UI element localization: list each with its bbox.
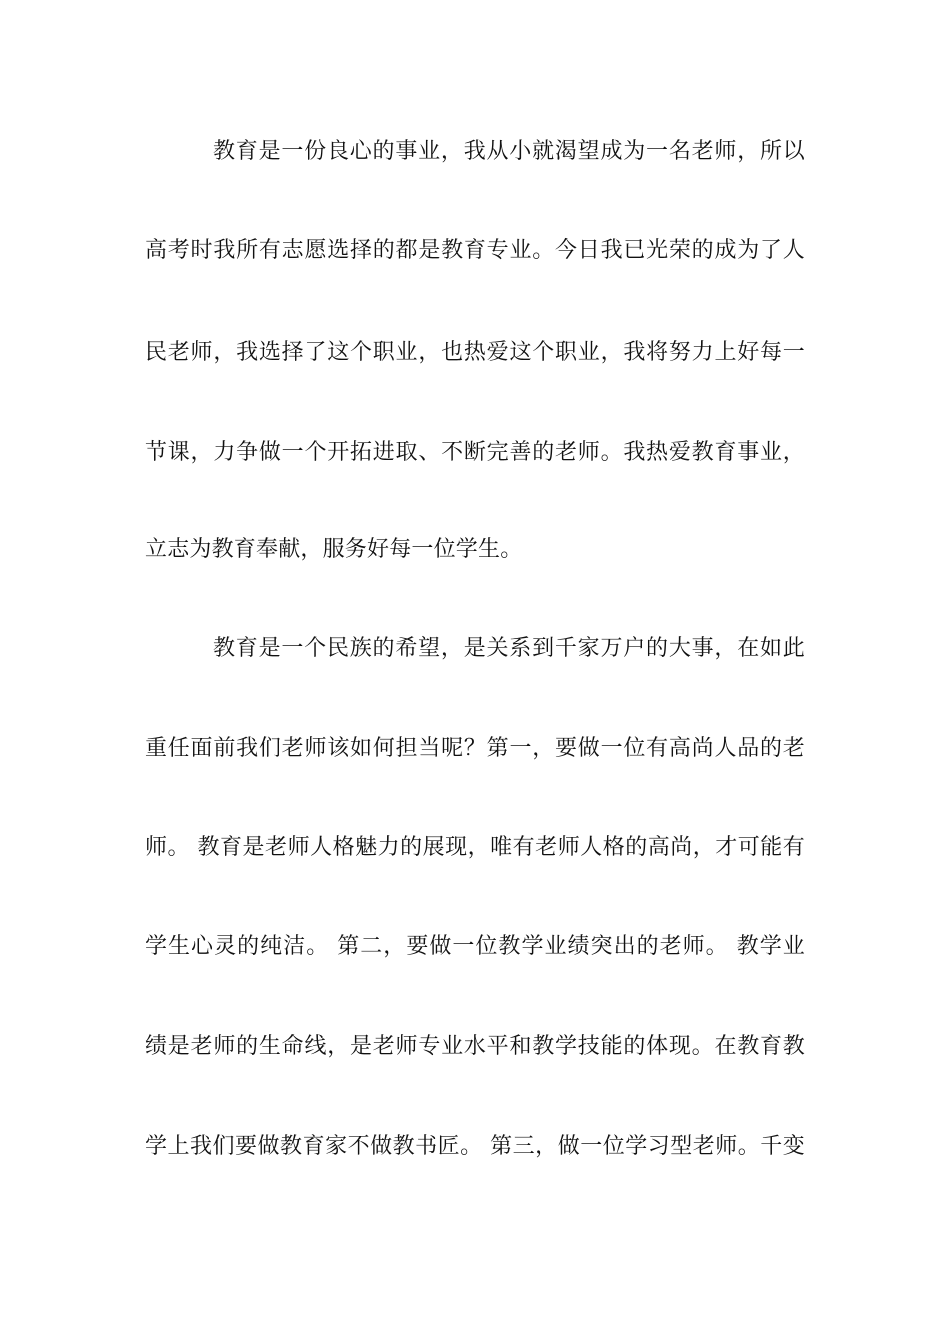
paragraph-1-line-4: 节课，力争做一个开拓进取、不断完善的老师。我热爱教育事业， [145,440,805,465]
paragraph-1-line-1: 教育是一份良心的事业，我从小就渴望成为一名老师，所以 [213,139,805,164]
paragraph-2-line-6: 学上我们要做教育家不做教书匠。 第三，做一位学习型老师。千变 [145,1134,805,1159]
paragraph-2-line-2: 重任面前我们老师该如何担当呢？第一，要做一位有高尚人品的老 [145,736,805,761]
paragraph-2-line-3: 师。 教育是老师人格魅力的展现，唯有老师人格的高尚，才可能有 [145,835,805,860]
paragraph-2-line-1: 教育是一个民族的希望，是关系到千家万户的大事，在如此 [213,636,805,661]
paragraph-2-line-4: 学生心灵的纯洁。 第二，要做一位教学业绩突出的老师。 教学业 [145,934,805,959]
paragraph-2-line-5: 绩是老师的生命线，是老师专业水平和教学技能的体现。在教育教 [145,1034,805,1059]
paragraph-1-line-5: 立志为教育奉献，服务好每一位学生。 [145,537,523,562]
paragraph-1-line-2: 高考时我所有志愿选择的都是教育专业。今日我已光荣的成为了人 [145,238,805,263]
paragraph-1-line-3: 民老师，我选择了这个职业，也热爱这个职业，我将努力上好每一 [145,340,805,365]
